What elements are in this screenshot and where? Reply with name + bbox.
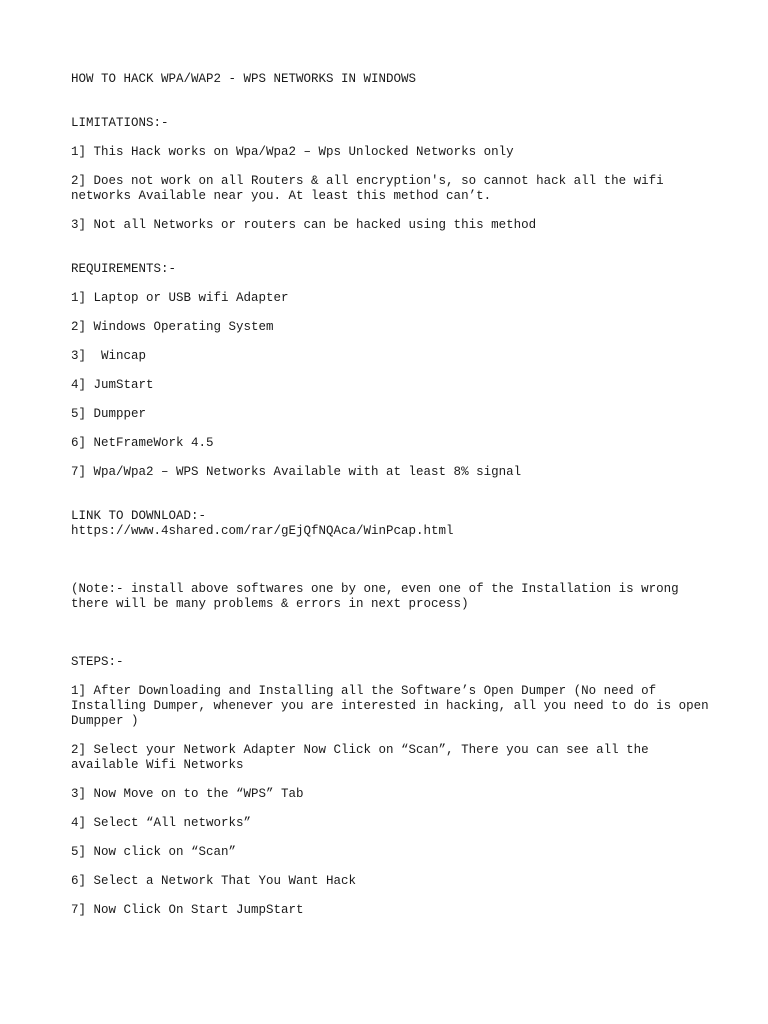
step-item-4: 4] Select “All networks” [71,816,252,830]
requirements-heading: REQUIREMENTS:- [71,262,177,276]
step-item-5: 5] Now click on “Scan” [71,845,237,859]
requirement-item-5: 5] Dumpper [71,407,147,421]
document-title: HOW TO HACK WPA/WAP2 - WPS NETWORKS IN WINDOWS [71,72,417,86]
step-item-6: 6] Select a Network That You Want Hack [71,874,357,888]
download-heading: LINK TO DOWNLOAD:- [71,509,207,523]
step-item-1: 1] After Downloading and Installing all the Software’s Open Dumper (No need of Installing Dumper, whenever you are interested in hacking, all you need to do is open Dumpper ) [71,684,717,728]
limitations-heading: LIMITATIONS:- [71,116,169,130]
installation-note: (Note:- install above softwares one by one, even one of the Installation is wrong there will be many problems & errors in next process) [71,582,687,611]
document-page [71,72,717,918]
requirement-item-4: 4] JumStart [71,378,154,392]
requirement-item-7: 7] Wpa/Wpa2 – WPS Networks Available with at least 8% signal [71,465,522,479]
requirement-item-3: 3] Wincap [71,349,147,363]
step-item-3: 3] Now Move on to the “WPS” Tab [71,787,304,801]
requirement-item-2: 2] Windows Operating System [71,320,274,334]
steps-heading: STEPS:- [71,655,124,669]
requirement-item-1: 1] Laptop or USB wifi Adapter [71,291,289,305]
requirement-item-6: 6] NetFrameWork 4.5 [71,436,214,450]
limitation-item-3: 3] Not all Networks or routers can be hacked using this method [71,218,537,232]
download-link[interactable]: https://www.4shared.com/rar/gEjQfNQAca/WinPcap.html [71,524,454,538]
step-item-2: 2] Select your Network Adapter Now Click on “Scan”, There you can see all the available Wifi Networks [71,743,657,772]
limitation-item-2: 2] Does not work on all Routers & all encryption's, so cannot hack all the wifi networks Available near you. At least this method can’t. [71,174,672,203]
limitation-item-1: 1] This Hack works on Wpa/Wpa2 – Wps Unlocked Networks only [71,145,514,159]
step-item-7: 7] Now Click On Start JumpStart [71,903,304,917]
